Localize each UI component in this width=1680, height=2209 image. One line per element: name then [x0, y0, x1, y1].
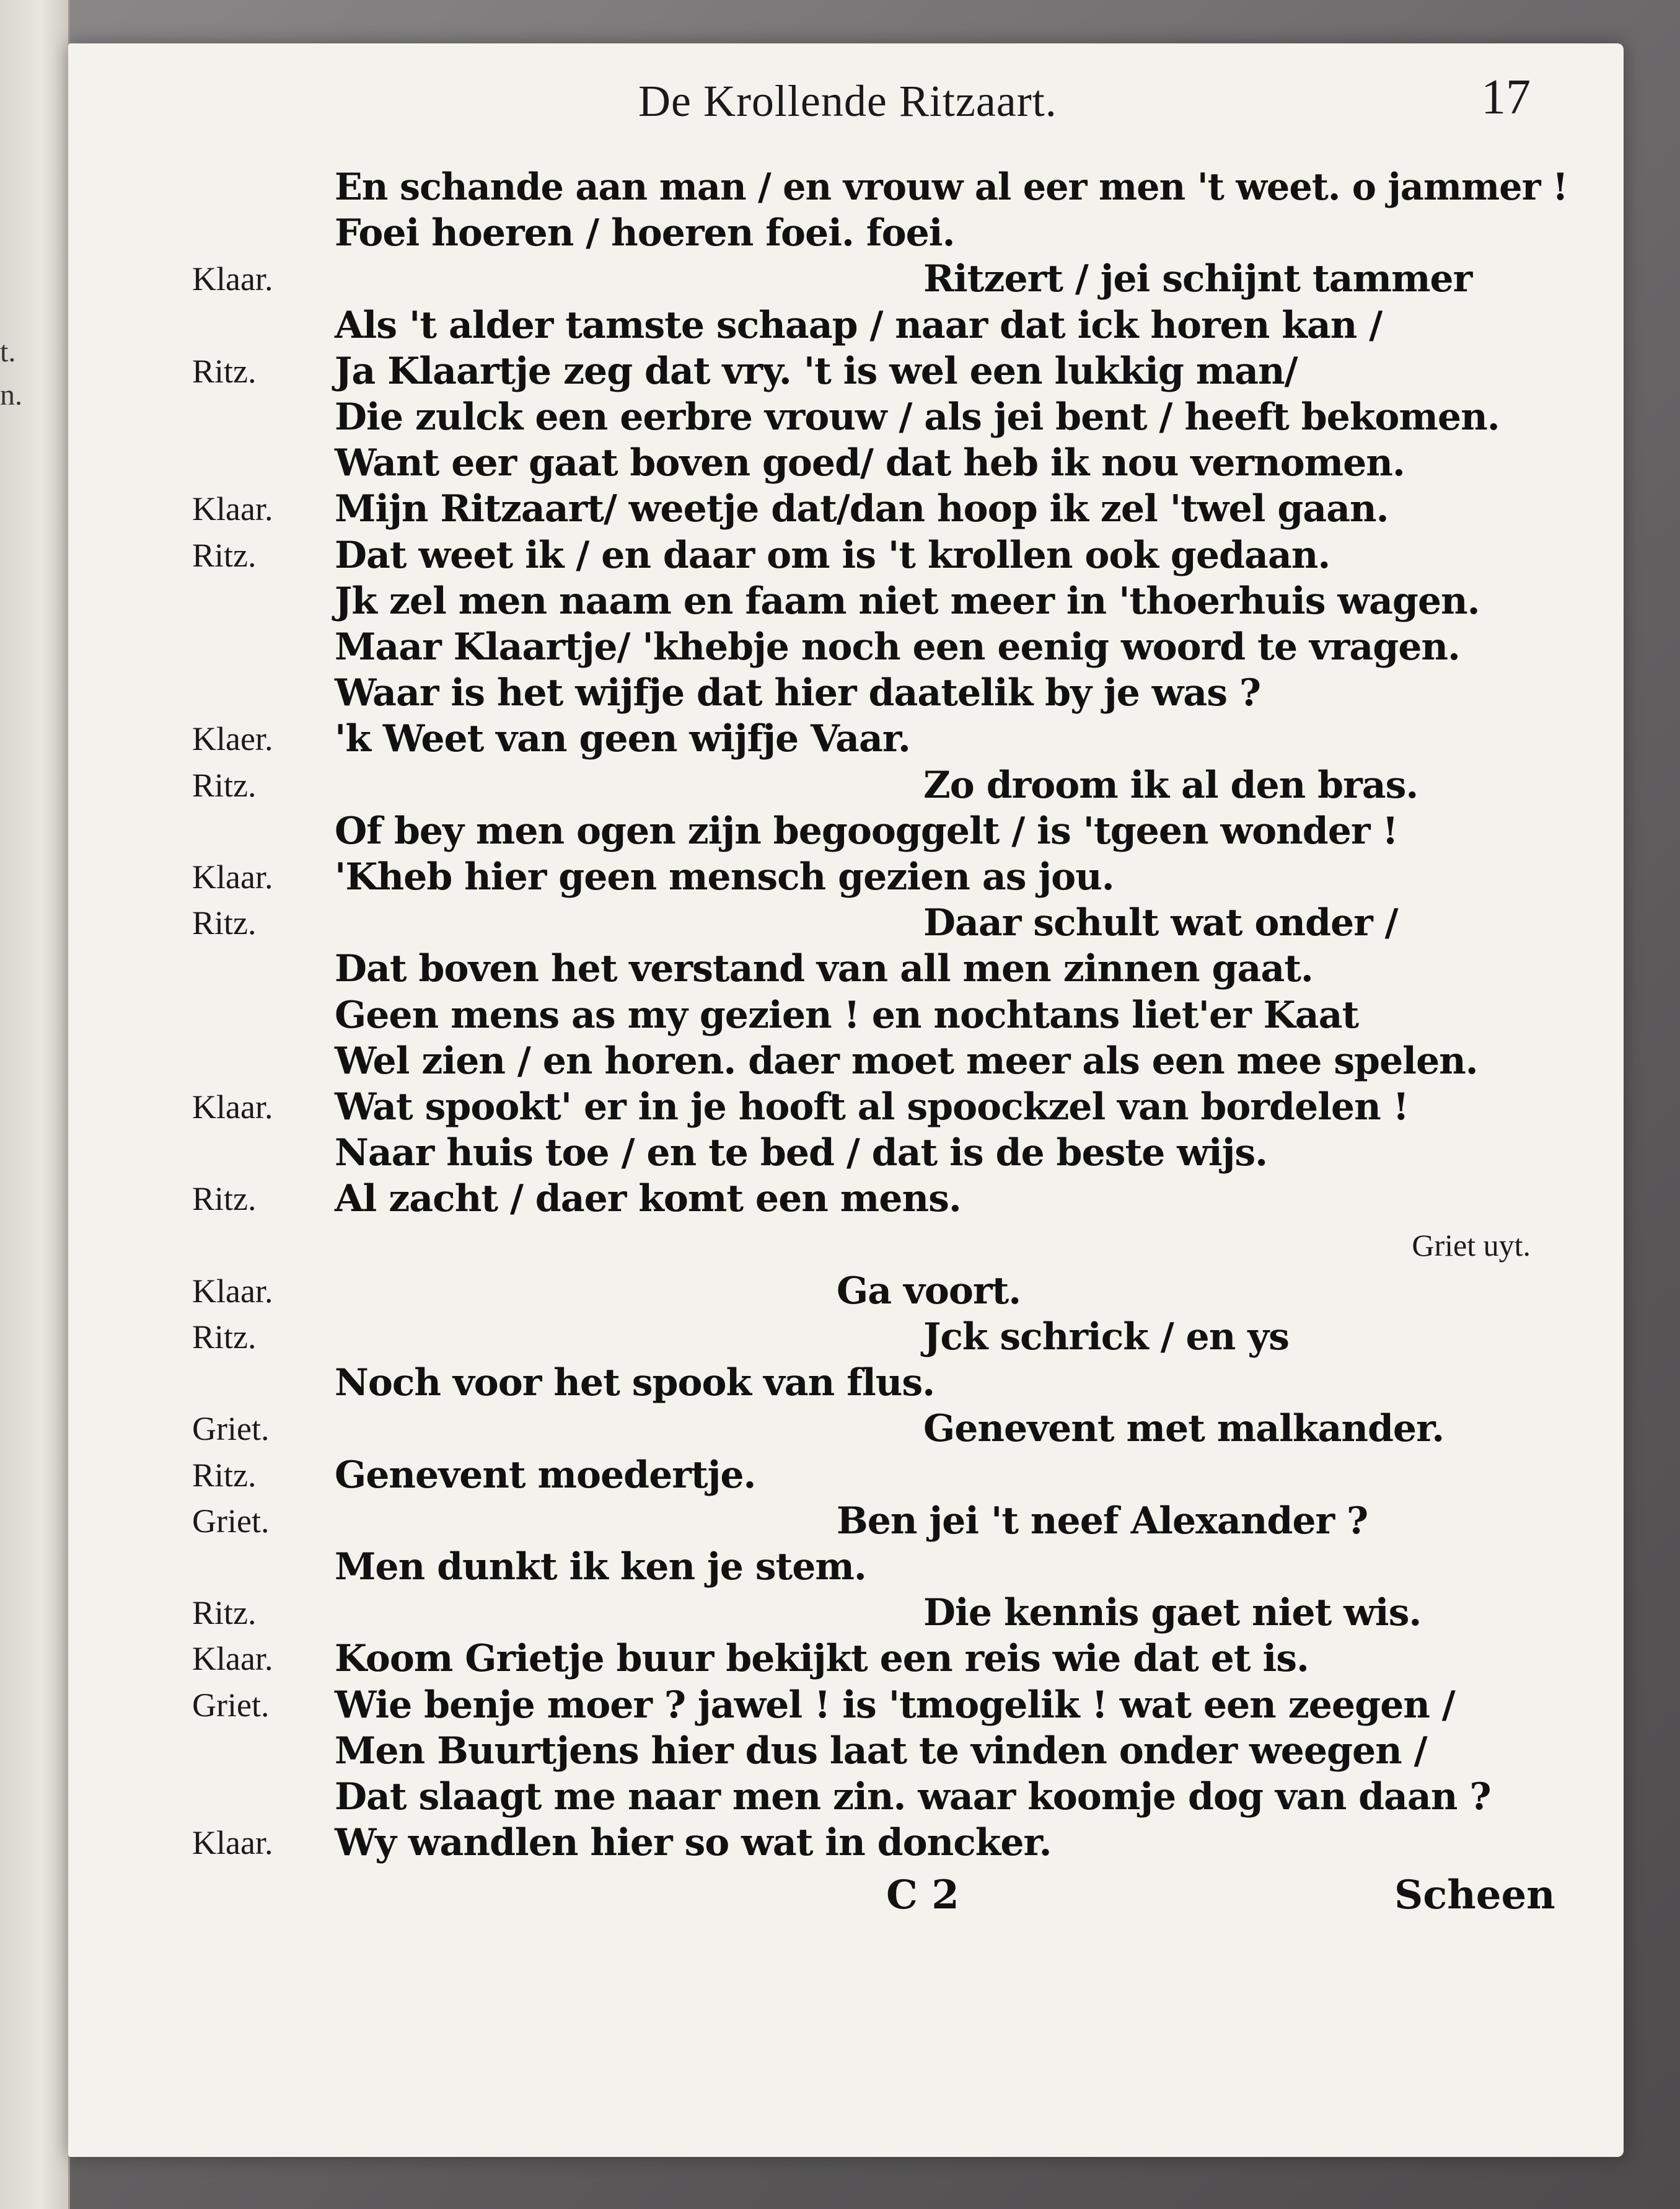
verse-line: [68, 1820, 1624, 1866]
verse-text: Wat spookt' er in je hooft al spoockzel van bordelen !: [335, 1085, 1409, 1129]
verse-text: 'Kheb hier geen mensch gezien as jou.: [335, 855, 1114, 899]
verse-text: Ga voort.: [837, 1269, 1021, 1313]
verse-line: [68, 670, 1624, 716]
verse-line: [68, 440, 1624, 486]
previous-page-fragment: t.: [0, 335, 16, 368]
verse-text: Dat slaagt me naar men zin. waar koomje dog van daan ?: [335, 1775, 1491, 1819]
running-head: De Krollende Ritzaart.: [638, 76, 1057, 126]
verse-line: [68, 164, 1624, 210]
verse-line: [68, 808, 1624, 854]
verse-text: Genevent moedertje.: [335, 1453, 756, 1497]
speaker-name: Ritz.: [192, 904, 257, 942]
verse-line: [68, 624, 1624, 670]
verse-line: [68, 1268, 1624, 1314]
speaker-name: Griet.: [192, 1410, 270, 1448]
verse-text: Daar schult wat onder /: [923, 901, 1398, 945]
verse-text: Koom Grietje buur bekijkt een reis wie dat et is.: [335, 1637, 1309, 1681]
verse-text: Genevent met malkander.: [923, 1407, 1445, 1451]
verse-text: Geen mens as my gezien ! en nochtans liet'er Kaat: [335, 993, 1359, 1037]
verse-line: [68, 348, 1624, 394]
speaker-name: Klaar.: [192, 1640, 273, 1678]
speaker-name: Ritz.: [192, 352, 257, 390]
verse-text: 'k Weet van geen wijfje Vaar.: [335, 717, 910, 761]
speaker-name: Ritz.: [192, 1456, 257, 1494]
verse-text: En schande aan man / en vrouw al eer men 't weet. o jammer !: [335, 165, 1568, 209]
speaker-name: Klaar.: [192, 1088, 273, 1126]
verse-line: [68, 210, 1624, 256]
verse-line: [68, 302, 1624, 348]
verse-line: [68, 1360, 1624, 1406]
verse-line: [68, 1774, 1624, 1820]
verse-line: [68, 1728, 1624, 1774]
verse-text: Wy wandlen hier so wat in doncker.: [335, 1821, 1052, 1865]
verse-line: [68, 1176, 1624, 1222]
verse-text: Maar Klaartje/ 'khebje noch een eenig woord te vragen.: [335, 625, 1460, 669]
verse-line: [68, 1590, 1624, 1636]
verse-line: [68, 716, 1624, 762]
verse-line: [68, 1130, 1624, 1176]
verse-line: [68, 1544, 1624, 1590]
speaker-name: Griet.: [192, 1686, 270, 1724]
verse-line: [68, 1406, 1624, 1452]
verse-line: [68, 1452, 1624, 1498]
verse-text: Men dunkt ik ken je stem.: [335, 1545, 866, 1589]
verse-text: Dat weet ik / en daar om is 't krollen ook gedaan.: [335, 533, 1330, 577]
verse-text: Foei hoeren / hoeren foei. foei.: [335, 211, 955, 255]
speaker-name: Ritz.: [192, 536, 257, 574]
speaker-name: Ritz.: [192, 1594, 257, 1632]
speaker-name: Klaar.: [192, 490, 273, 528]
verse-text: Als 't alder tamste schaap / naar dat ick horen kan /: [335, 303, 1383, 347]
book-page: [68, 43, 1624, 2157]
verse-text: Wel zien / en horen. daer moet meer als een mee spelen.: [335, 1039, 1478, 1083]
verse-text: Zo droom ik al den bras.: [923, 763, 1418, 807]
verse-text: Noch voor het spook van flus.: [335, 1361, 935, 1405]
verse-text: Ben jei 't neef Alexander ?: [837, 1499, 1368, 1543]
speaker-name: Griet.: [192, 1502, 270, 1540]
verse-line: [68, 1636, 1624, 1682]
verse-line: [68, 1038, 1624, 1084]
speaker-name: Ritz.: [192, 766, 257, 804]
verse-line: [68, 486, 1624, 532]
verse-line: [68, 946, 1624, 992]
verse-line: [68, 1498, 1624, 1544]
verse-line: [68, 900, 1624, 946]
verse-text: Jk zel men naam en faam niet meer in 'thoerhuis wagen.: [335, 579, 1480, 623]
speaker-name: Klaar.: [192, 1272, 273, 1310]
verse-text: Of bey men ogen zijn begooggelt / is 'tgeen wonder !: [335, 809, 1398, 853]
verse-text: Jck schrick / en ys: [923, 1315, 1289, 1359]
verse-line: [68, 394, 1624, 440]
signature-mark: C 2: [886, 1872, 959, 1919]
previous-page-edge: [0, 0, 70, 2209]
speaker-name: Klaar.: [192, 1824, 273, 1862]
verse-text: Naar huis toe / en te bed / dat is de beste wijs.: [335, 1131, 1268, 1175]
stage-direction: Griet uyt.: [1412, 1227, 1531, 1263]
verse-line: [68, 578, 1624, 624]
verse-text: Die kennis gaet niet wis.: [923, 1591, 1422, 1635]
verse-line: [68, 992, 1624, 1038]
verse-line: [68, 1314, 1624, 1360]
verse-text: Mijn Ritzaart/ weetje dat/dan hoop ik zel 'twel gaan.: [335, 487, 1389, 531]
verse-text: Want eer gaat boven goed/ dat heb ik nou vernomen.: [335, 441, 1405, 485]
page-number: 17: [1481, 70, 1531, 125]
verse-line: [68, 854, 1624, 900]
verse-text: Men Buurtjens hier dus laat te vinden onder weegen /: [335, 1729, 1427, 1773]
verse-line: [68, 762, 1624, 808]
previous-page-fragment: n.: [0, 379, 22, 412]
verse-line: [68, 532, 1624, 578]
verse-line: [68, 1682, 1624, 1728]
verse-text: Die zulck een eerbre vrouw / als jei bent / heeft bekomen.: [335, 395, 1500, 439]
verse-text: Ritzert / jei schijnt tammer: [923, 257, 1472, 301]
verse-text: Al zacht / daer komt een mens.: [335, 1177, 961, 1221]
verse-line: [68, 1222, 1624, 1268]
verse-line: [68, 256, 1624, 302]
verse-text: Wie benje moer ? jawel ! is 'tmogelik ! wat een zeegen /: [335, 1683, 1455, 1727]
speaker-name: Ritz.: [192, 1318, 257, 1356]
verse-text: Dat boven het verstand van all men zinnen gaat.: [335, 947, 1313, 991]
speaker-name: Klaar.: [192, 260, 273, 298]
verse-line: [68, 1084, 1624, 1130]
verse-text: Ja Klaartje zeg dat vry. 't is wel een lukkig man/: [335, 349, 1298, 393]
speaker-name: Klaer.: [192, 720, 273, 758]
speaker-name: Klaar.: [192, 858, 273, 896]
verse-text: Waar is het wijfje dat hier daatelik by je was ?: [335, 671, 1261, 715]
catchword: Scheen: [1394, 1872, 1555, 1919]
speaker-name: Ritz.: [192, 1180, 257, 1218]
